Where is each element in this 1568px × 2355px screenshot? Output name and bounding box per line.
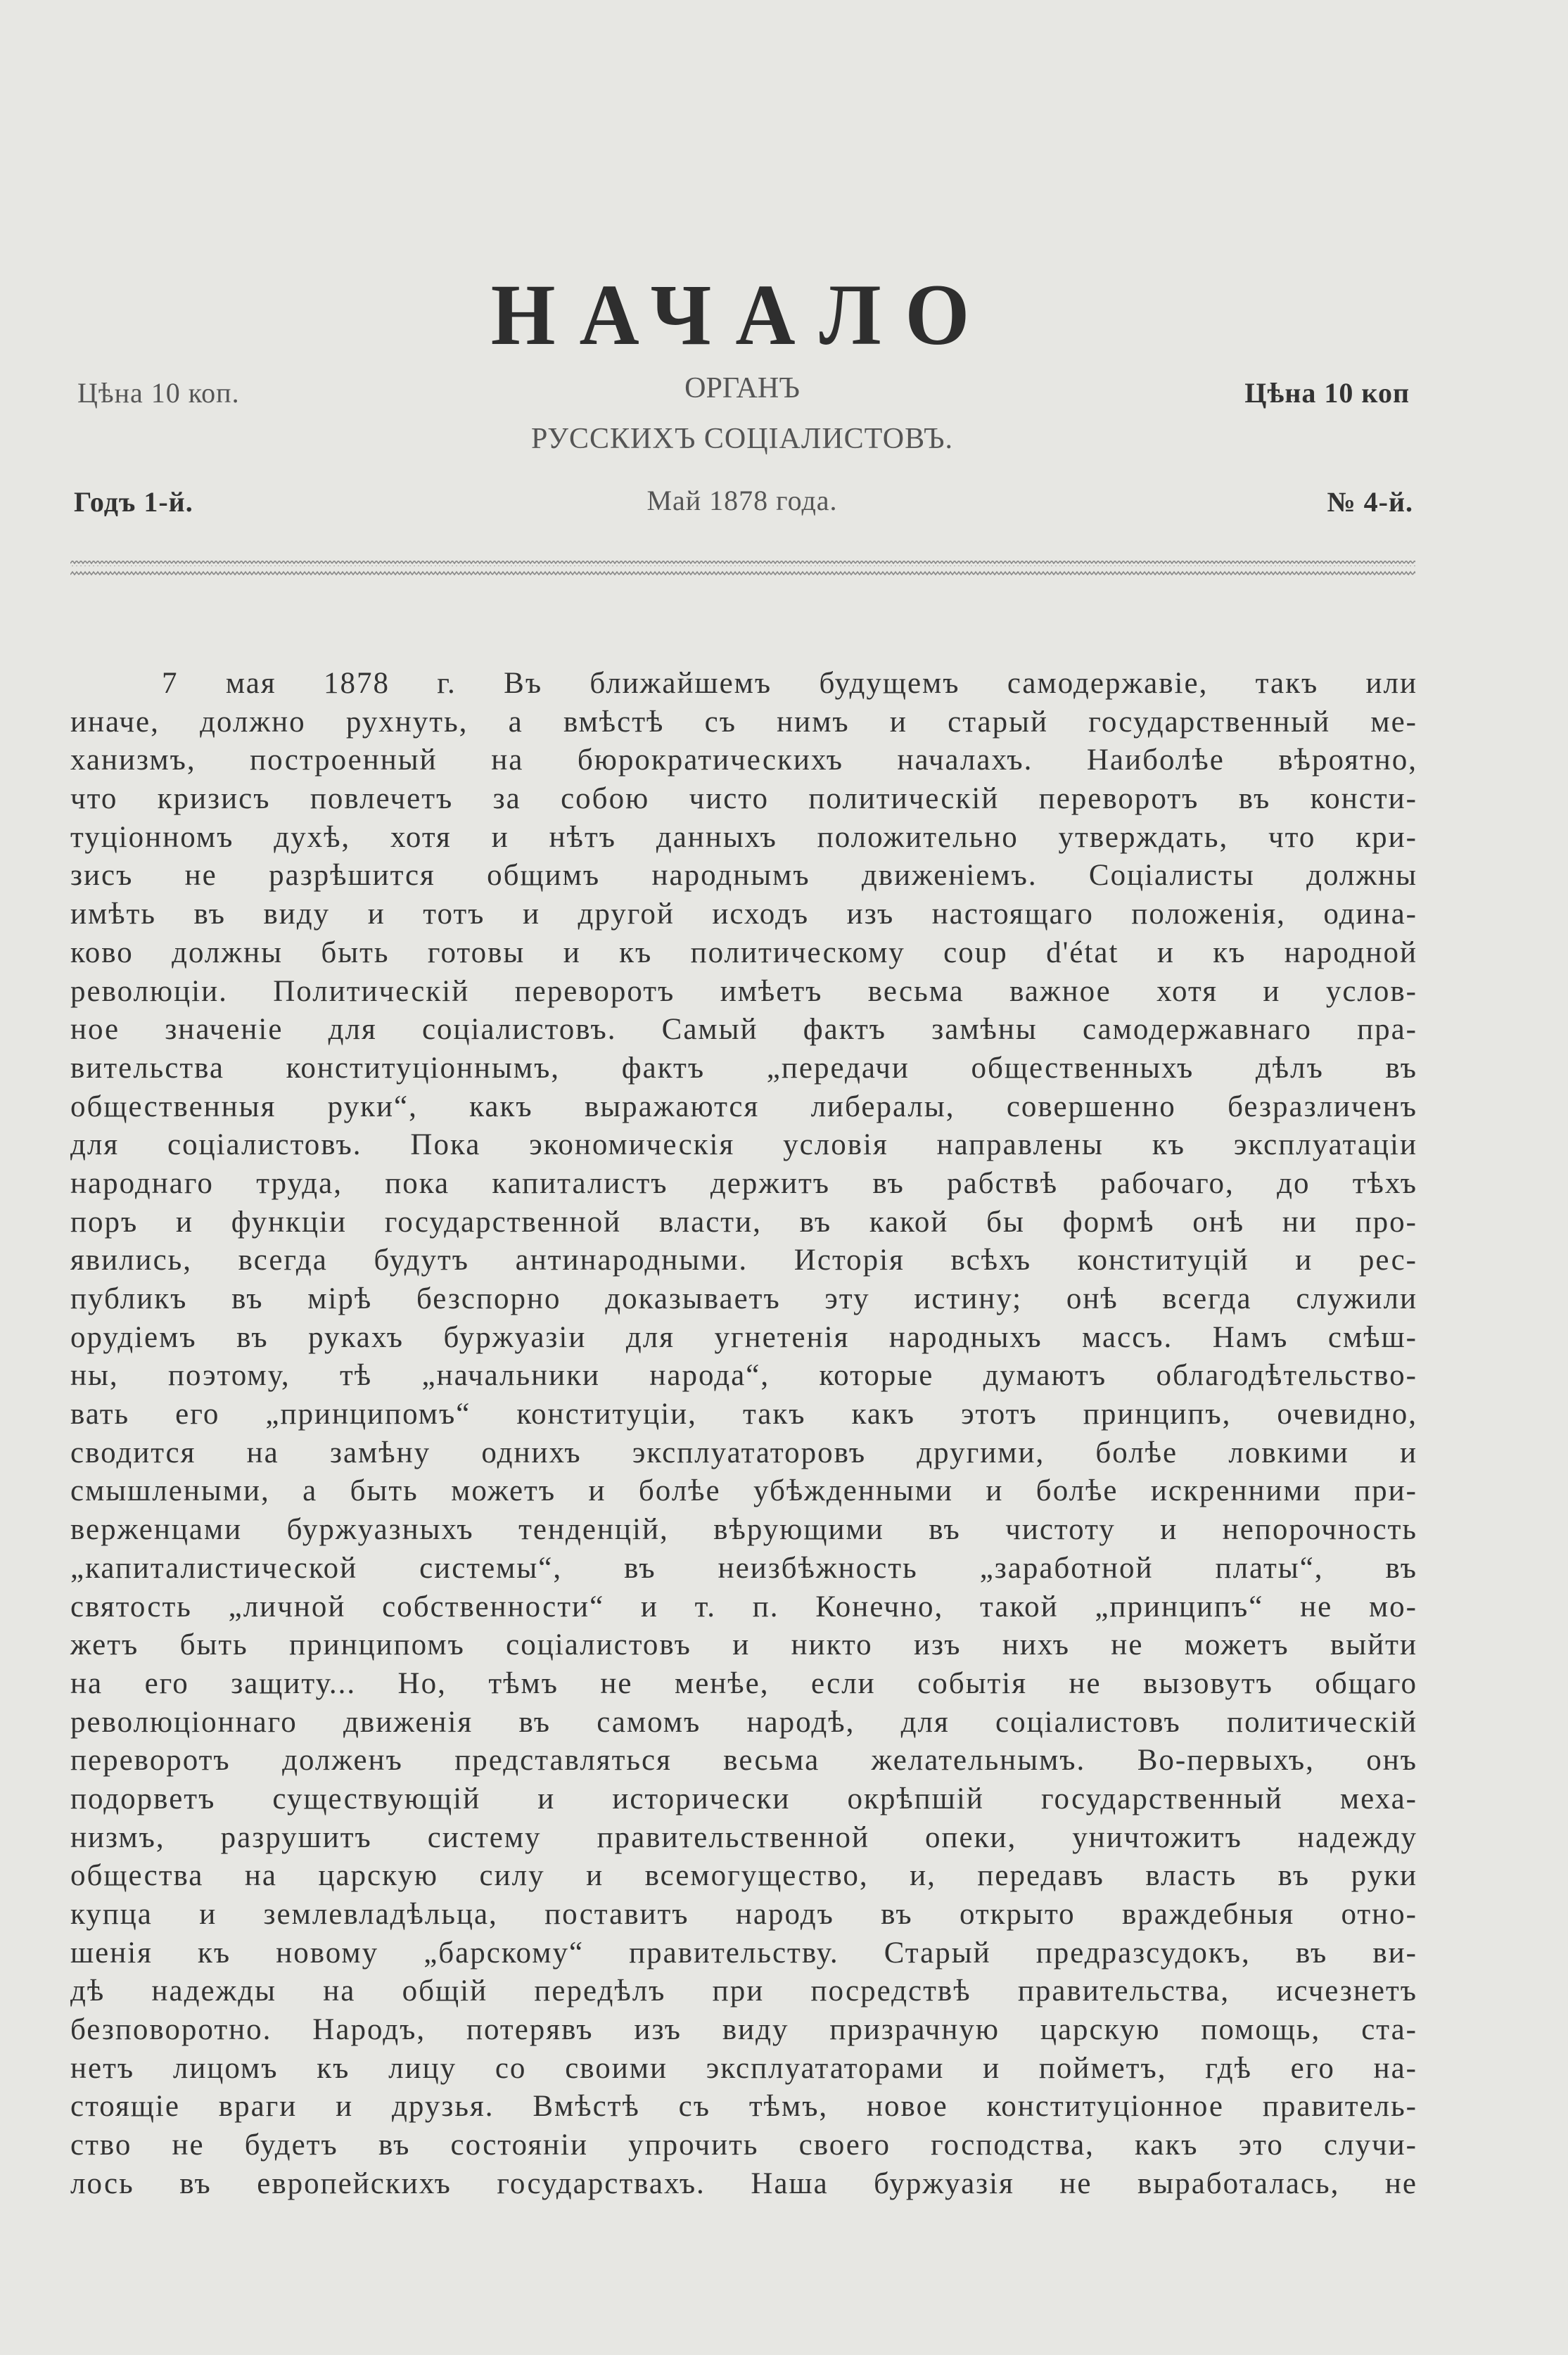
article-line: ны, поэтому, тѣ „начальники народа“, которые думаютъ облагодѣтельство- bbox=[70, 1359, 1417, 1393]
article-line: ное значеніе для соціалистовъ. Самый фактъ замѣны самодержавнаго пра- bbox=[70, 1013, 1417, 1047]
price-right: Цѣна 10 коп bbox=[1244, 377, 1410, 409]
issue-number: № 4-й. bbox=[1327, 486, 1413, 518]
article-line: общественныя руки“, какъ выражаются либералы, совершенно безразличенъ bbox=[70, 1090, 1417, 1123]
article-line: революціи. Политическій переворотъ имѣетъ весьма важное хотя и услов- bbox=[70, 974, 1417, 1008]
newspaper-subtitle: РУССКИХЪ СОЦІАЛИСТОВЪ. bbox=[530, 423, 954, 455]
wavy-divider bbox=[70, 559, 1415, 577]
article-line: иначе, должно рухнуть, а вмѣстѣ съ нимъ и старый государственный ме- bbox=[70, 705, 1417, 739]
article-line: святость „личной собственности“ и т. п. Конечно, такой „принципъ“ не мо- bbox=[70, 1590, 1417, 1623]
article-line: стоящіе враги и друзья. Вмѣстѣ съ тѣмъ, новое конституціонное правитель- bbox=[70, 2090, 1417, 2124]
article-line: „капиталистической системы“, въ неизбѣжность „заработной платы“, въ bbox=[70, 1551, 1417, 1585]
article-line: публикъ въ мірѣ безспорно доказываетъ эту истину; онѣ всегда служили bbox=[70, 1282, 1417, 1315]
article-line: общества на царскую силу и всемогущество, и, передавъ власть въ руки bbox=[70, 1859, 1417, 1893]
article-line: 7 мая 1878 г. Въ ближайшемъ будущемъ самодержавіе, такъ или bbox=[162, 667, 1417, 700]
article-line: ково должны быть готовы и къ политическому coup d'état и къ народной bbox=[70, 936, 1417, 969]
article-line: для соціалистовъ. Пока экономическія условія направлены къ эксплуатаціи bbox=[70, 1128, 1417, 1162]
issue-date: Май 1878 года. bbox=[646, 485, 838, 516]
article-line: народнаго труда, пока капиталистъ держитъ въ рабствѣ рабочаго, до тѣхъ bbox=[70, 1166, 1417, 1200]
article-line: явились, всегда будутъ антинародными. Исторія всѣхъ конституцій и рес- bbox=[70, 1244, 1417, 1277]
article-line: переворотъ долженъ представляться весьма желательнымъ. Во-первыхъ, онъ bbox=[70, 1744, 1417, 1778]
article-line: подорветъ существующій и исторически окрѣпшій государственный меха- bbox=[70, 1782, 1417, 1815]
article-line: жетъ быть принципомъ соціалистовъ и никто изъ нихъ не можетъ выйти bbox=[70, 1628, 1417, 1662]
organ-label: ОРГАНЪ bbox=[684, 372, 800, 404]
article-line: туціонномъ духѣ, хотя и нѣтъ данныхъ положительно утверждать, что кри- bbox=[70, 820, 1417, 854]
article-line: дѣ надежды на общій передѣлъ при посредствѣ правительства, исчезнетъ bbox=[70, 1974, 1417, 2008]
article-line: верженцами буржуазныхъ тенденцій, вѣрующими въ чистоту и непорочность bbox=[70, 1513, 1417, 1547]
article-line: вительства конституціоннымъ, фактъ „передачи общественныхъ дѣлъ въ bbox=[70, 1051, 1417, 1085]
article-body bbox=[70, 665, 1417, 2204]
price-left: Цѣна 10 коп. bbox=[77, 377, 240, 409]
article-line: орудіемъ въ рукахъ буржуазіи для угнетенія народныхъ массъ. Намъ смѣш- bbox=[70, 1320, 1417, 1354]
article-line: имѣть въ виду и тотъ и другой исходъ изъ настоящаго положенія, одина- bbox=[70, 898, 1417, 931]
article-line: нетъ лицомъ къ лицу со своими эксплуататорами и пойметъ, гдѣ его на- bbox=[70, 2051, 1417, 2085]
article-line: смышлеными, а быть можетъ и болѣе убѣжденными и болѣе искренними при- bbox=[70, 1474, 1417, 1508]
article-line: зисъ не разрѣшится общимъ народнымъ движеніемъ. Соціалисты должны bbox=[70, 859, 1417, 893]
newspaper-title: НАЧАЛО bbox=[490, 266, 994, 364]
year-label: Годъ 1-й. bbox=[74, 486, 193, 518]
article-line: безповоротно. Народъ, потерявъ изъ виду призрачную царскую помощь, ста- bbox=[70, 2013, 1417, 2047]
article-line: ство не будетъ въ состояніи упрочить своего господства, какъ это случи- bbox=[70, 2129, 1417, 2162]
article-line: низмъ, разрушитъ систему правительственной опеки, уничтожитъ надежду bbox=[70, 1820, 1417, 1854]
article-line: сводится на замѣну однихъ эксплуататоровъ другими, болѣе ловкими и bbox=[70, 1436, 1417, 1469]
article-line: шенія къ новому „барскому“ правительству. Старый предразсудокъ, въ ви- bbox=[70, 1936, 1417, 1970]
article-line: поръ и функціи государственной власти, въ какой бы формѣ онѣ ни про- bbox=[70, 1205, 1417, 1239]
article-line: купца и землевладѣльца, поставитъ народъ въ открыто враждебныя отно- bbox=[70, 1898, 1417, 1931]
article-line: ханизмъ, построенный на бюрократическихъ началахъ. Наиболѣе вѣроятно, bbox=[70, 743, 1417, 777]
article-line: революціоннаго движенія въ самомъ народѣ, для соціалистовъ политическій bbox=[70, 1705, 1417, 1739]
article-line: лось въ европейскихъ государствахъ. Наша буржуазія не выработалась, не bbox=[70, 2166, 1417, 2200]
article-line: вать его „принципомъ“ конституціи, такъ какъ этотъ принципъ, очевидно, bbox=[70, 1398, 1417, 1431]
article-line: что кризисъ повлечетъ за собою чисто политическій переворотъ въ консти- bbox=[70, 782, 1417, 816]
article-line: на его защиту... Но, тѣмъ не менѣе, если событія не вызовутъ общаго bbox=[70, 1666, 1417, 1700]
